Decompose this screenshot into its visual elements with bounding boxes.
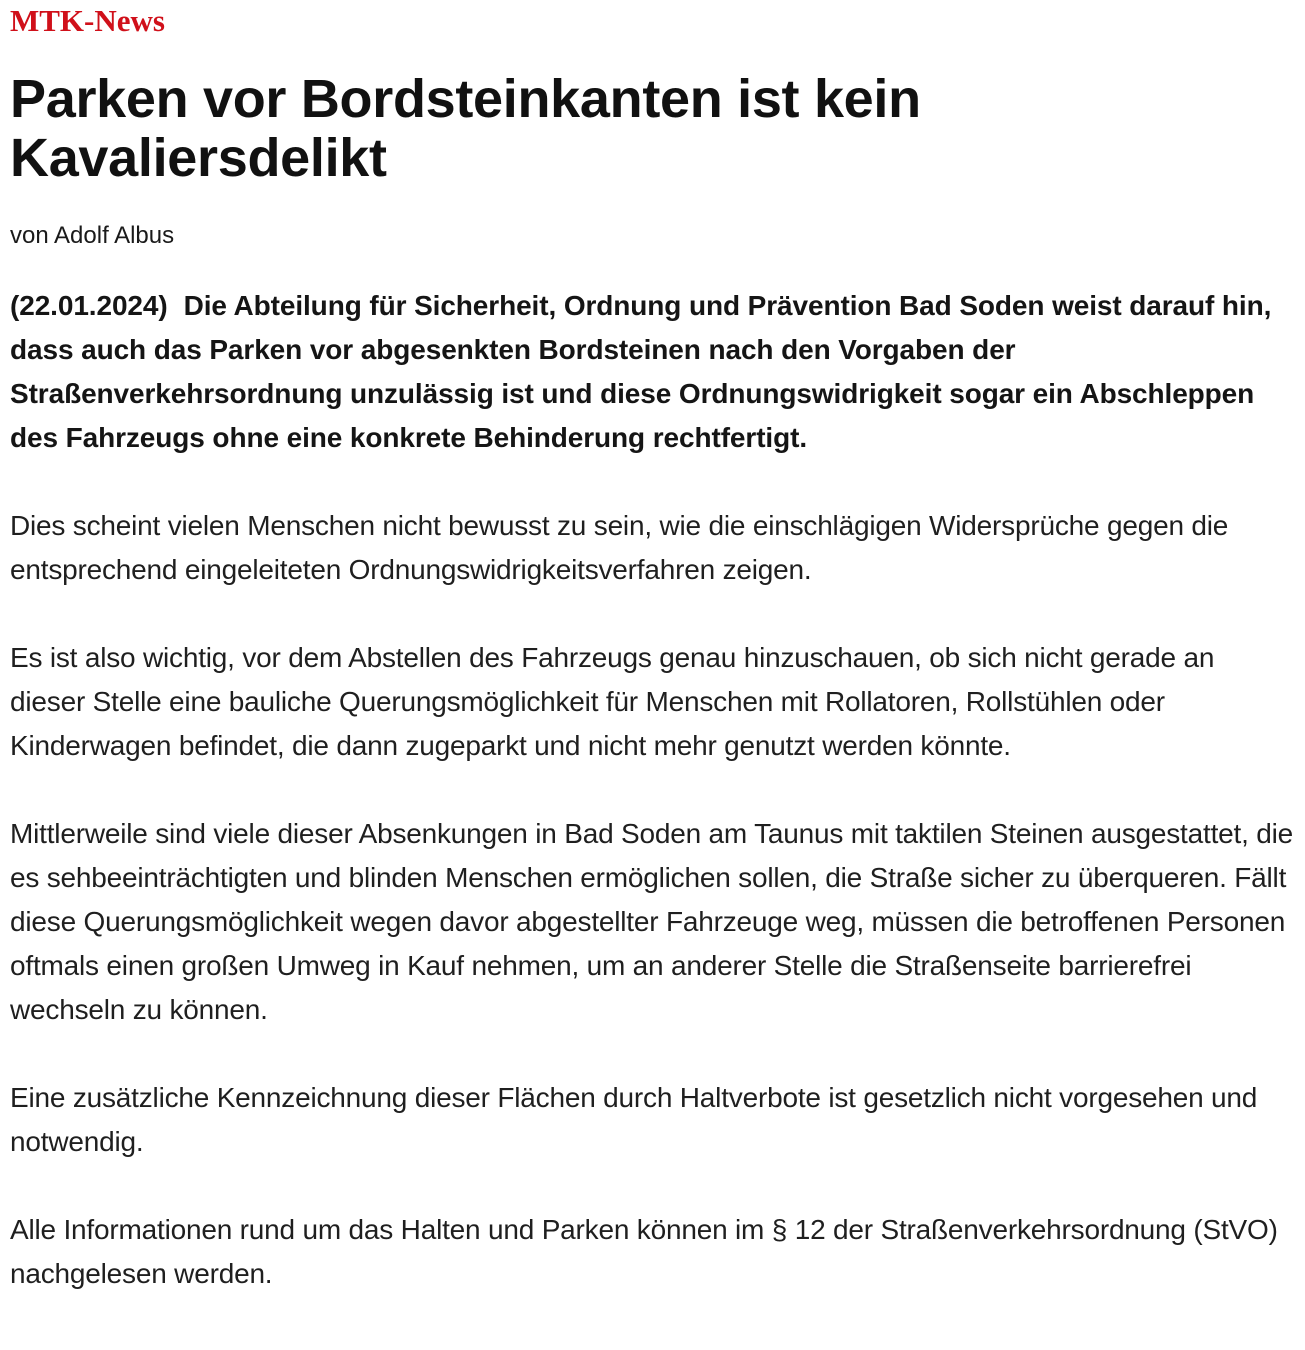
article-paragraph: Eine zusätzliche Kennzeichnung dieser Flächen durch Haltverbote ist gesetzlich nicht vorgesehen und notwendig.: [10, 1082, 1258, 1157]
article-paragraph: Alle Informationen rund um das Halten und Parken können im § 12 der Straßenverkehrsordnung (StVO) nachgelesen werden.: [10, 1214, 1278, 1289]
site-logo[interactable]: MTK-News: [10, 3, 165, 38]
article-paragraph: Es ist also wichtig, vor dem Abstellen des Fahrzeugs genau hinzuschauen, ob sich nicht gerade an dieser Stelle eine bauliche Querungsmöglichkeit für Menschen mit Rollatoren, Rollstühlen oder Kinderwagen befindet, die dann zugeparkt und nicht mehr genutzt werden könnte.: [10, 642, 1215, 761]
article-title: Parken vor Bordsteinkanten ist kein Kavaliersdelikt: [10, 69, 921, 188]
article-lead: [10, 284, 1295, 460]
article-lead-text: Die Abteilung für Sicherheit, Ordnung und Prävention Bad Soden weist darauf hin, dass auch das Parken vor abgesenkten Bordsteinen nach den Vorgaben der Straßenverkehrsordnung unzulässig ist und diese Ordnungswidrigkeit sogar ein Abschleppen des Fahrzeugs ohne eine konkrete Behinderung rechtfertigt.: [10, 290, 1272, 453]
article-date: (22.01.2024): [10, 290, 168, 321]
article-paragraph: Dies scheint vielen Menschen nicht bewusst zu sein, wie die einschlägigen Widersprüche gegen die entsprechend eingeleiteten Ordnungswidrigkeitsverfahren zeigen.: [10, 510, 1229, 585]
article-paragraph: Mittlerweile sind viele dieser Absenkungen in Bad Soden am Taunus mit taktilen Steinen ausgestattet, die es sehbeeinträchtigten und blinden Menschen ermöglichen sollen, die Straße sicher zu überqueren. Fällt diese Querungsmöglichkeit wegen davor abgestellter Fahrzeuge weg, müssen die betroffenen Personen oftmals einen großen Umweg in Kauf nehmen, um an anderer Stelle die Straßenseite barrierefrei wechseln zu können.: [10, 818, 1294, 1025]
article-body: [10, 284, 1295, 1296]
article-byline: von Adolf Albus: [10, 222, 175, 249]
